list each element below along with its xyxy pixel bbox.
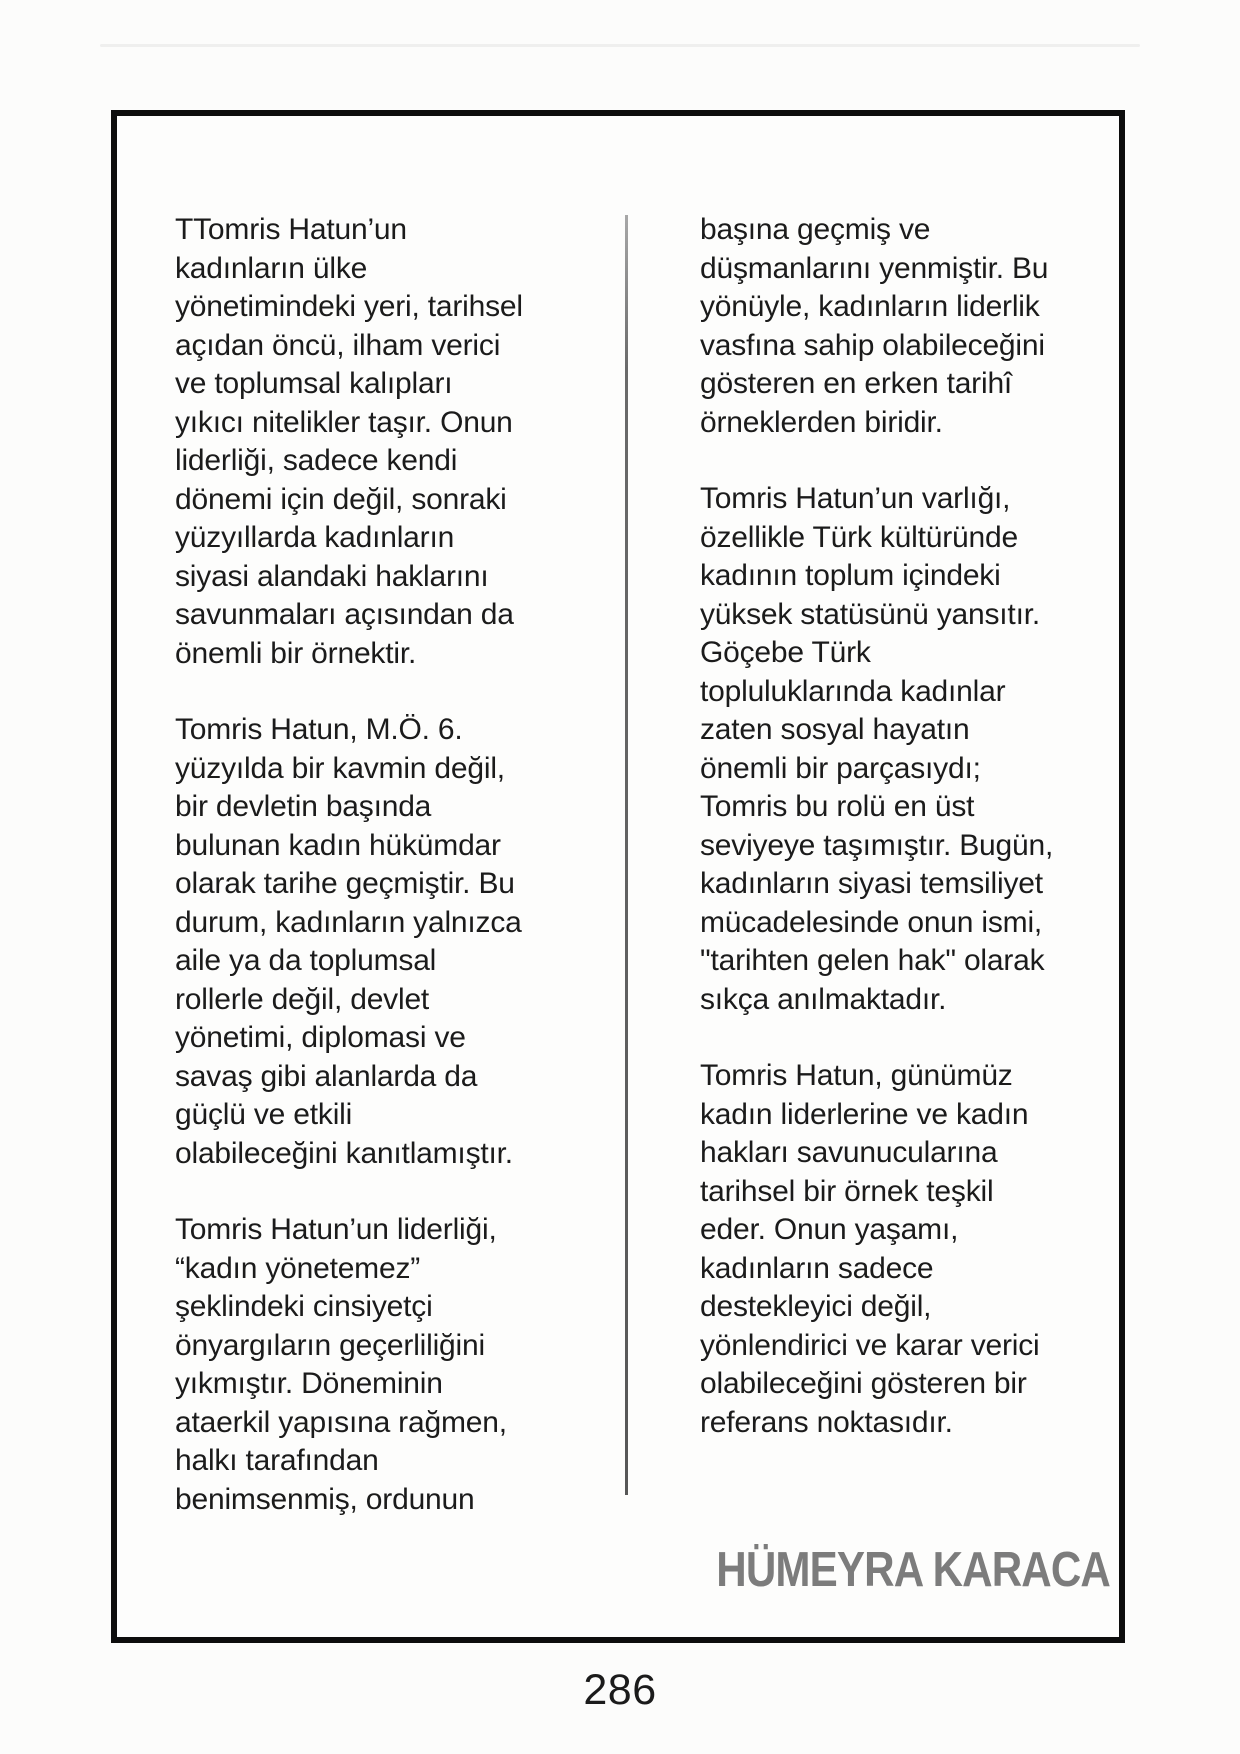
scan-artifact-line [100,44,1140,47]
text-column-right [700,211,1130,1480]
author-name: HÜMEYRA KARACA [716,1543,1110,1597]
paragraph: Tomris Hatun, M.Ö. 6. yüzyılda bir kavmin değil, bir devletin başında bulunan kadın hükümdar olarak tarihe geçmiştir. Bu durum, kadınların yalnızca aile ya da toplumsal rollerle değil, devlet yönetimi, diplomasi ve savaş gibi alanlarda da güçlü ve etkili olabileceğini kanıtlamıştır. [175,713,522,1170]
paragraph: Tomris Hatun’un varlığı, özellikle Türk kültüründe kadının toplum içindeki yüksek statüsünü yansıtır. Göçebe Türk topluluklarında kadınlar zaten sosyal hayatın önemli bir parçasıydı; Tomris bu rolü en üst seviyeye taşımıştır. Bugün, kadınların siyasi temsiliyet mücadelesinde onun ismi, "tarihten gelen hak" olarak sıkça anılmaktadır. [700,482,1054,1016]
paragraph: Tomris Hatun’un liderliği, “kadın yönetemez” şeklindeki cinsiyetçi önyargıların geçerliliğini yıkmıştır. Döneminin ataerkil yapısına rağmen, halkı tarafından benimsenmiş, ordunun [175,1213,507,1516]
page-number: 286 [583,1666,657,1714]
text-column-left [175,211,605,1557]
paragraph: TTomris Hatun’un kadınların ülke yönetimindeki yeri, tarihsel açıdan öncü, ilham verici ve toplumsal kalıpları yıkıcı nitelikler taşır. Onun liderliği, sadece kendi dönemi için değil, sonraki yüzyıllarda kadınların siyasi alandaki haklarını savunmaları açısından da önemli bir örnektir. [175,213,523,670]
paragraph: başına geçmiş ve düşmanlarını yenmiştir. Bu yönüyle, kadınların liderlik vasfına sahip olabileceğini gösteren en erken tarihî örneklerden biridir. [700,213,1049,439]
paragraph: Tomris Hatun, günümüz kadın liderlerine ve kadın hakları savunucularına tarihsel bir örnek teşkil eder. Onun yaşamı, kadınların sadece destekleyici değil, yönlendirici ve karar verici olabileceğini gösteren bir referans noktasıdır. [700,1059,1040,1439]
column-divider-rule [625,215,628,1495]
